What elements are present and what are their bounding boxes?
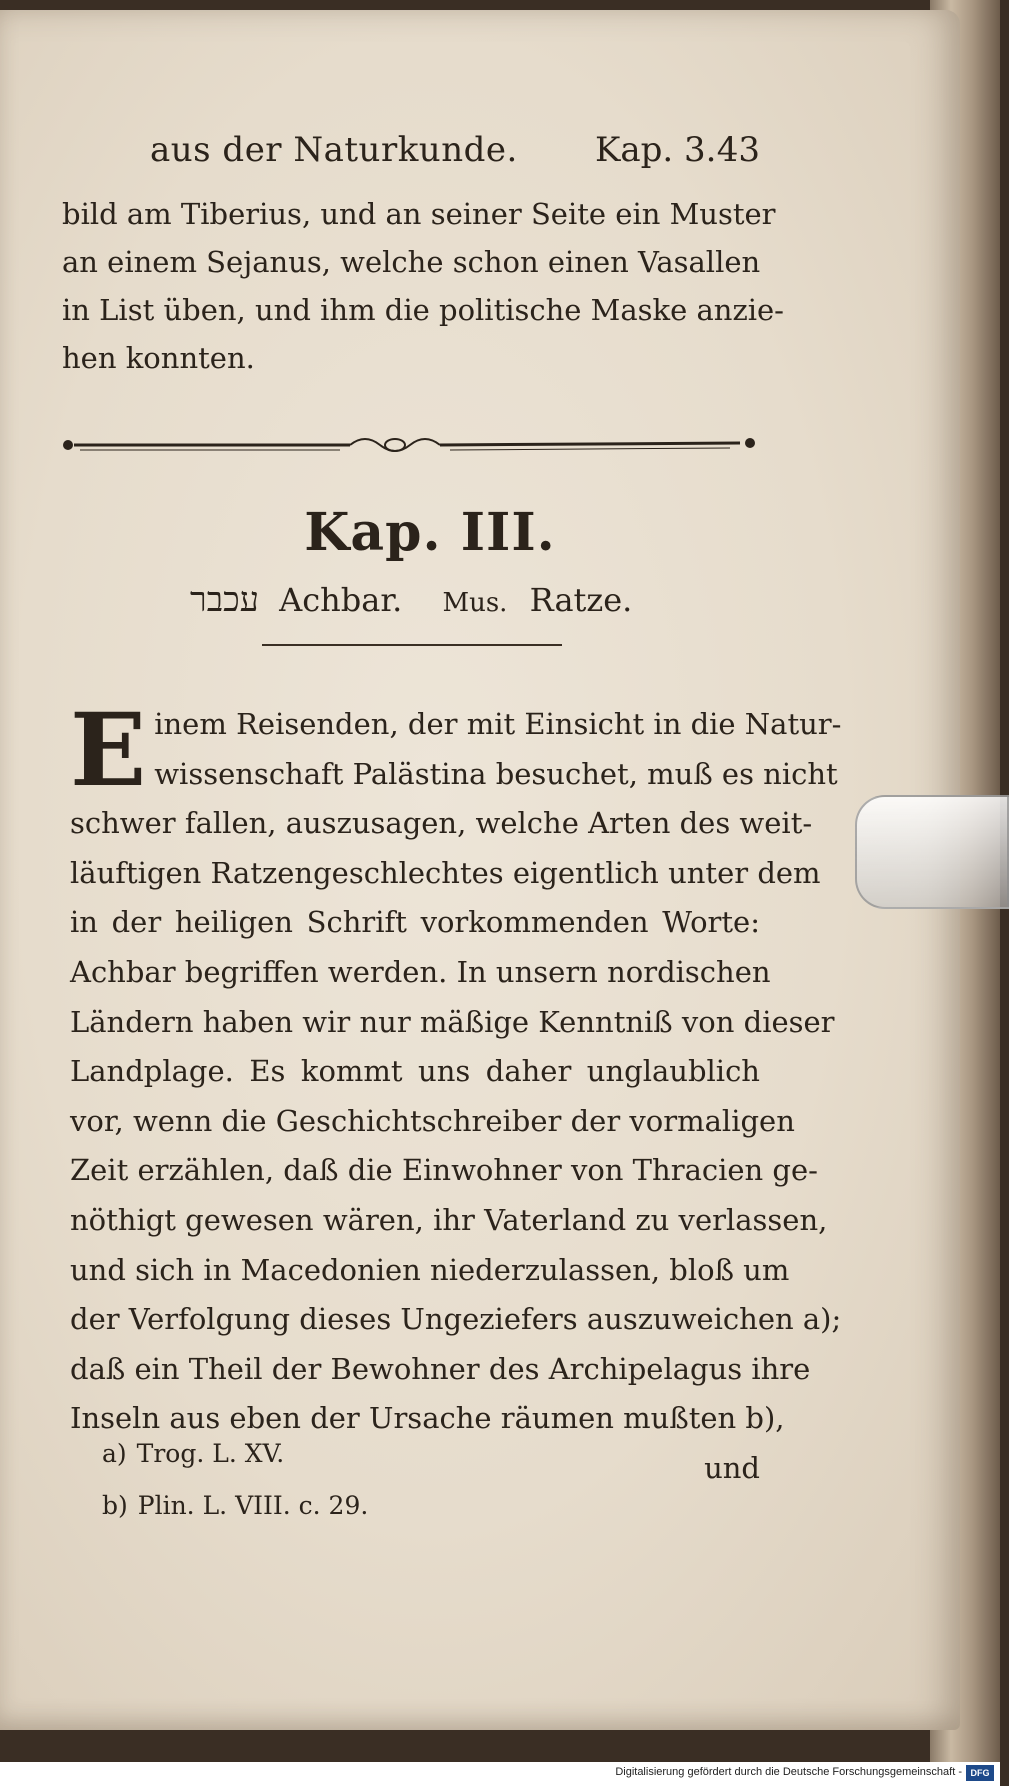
footnote bbox=[102, 1480, 602, 1532]
text-line: Ländern haben wir nur mäßige Kenntniß von dieser bbox=[70, 1004, 835, 1039]
text-line: Achbar begriffen werden. In unsern nordischen bbox=[70, 954, 771, 989]
running-header bbox=[70, 130, 760, 174]
short-rule bbox=[262, 644, 562, 646]
text-line: Inseln aus eben der Ursache räumen mußten b), bbox=[70, 1401, 785, 1436]
running-title: aus der Naturkunde. bbox=[150, 130, 518, 170]
text-line: und sich in Macedonien niederzulassen, bloß um bbox=[70, 1252, 790, 1287]
dfg-logo: DFG bbox=[966, 1765, 994, 1781]
text-line: daß ein Theil der Bewohner des Archipelagus ihre bbox=[70, 1351, 811, 1386]
footnote-mark: a) bbox=[102, 1439, 127, 1468]
footer-bar bbox=[0, 1762, 1000, 1786]
chapter-name: Achbar. bbox=[279, 581, 403, 619]
drop-cap: E bbox=[70, 691, 147, 809]
chapter-subtitle bbox=[190, 580, 690, 620]
text-line: Landplage. Es kommt uns daher unglaublich bbox=[70, 1054, 760, 1089]
footnote-text: Trog. L. XV. bbox=[136, 1439, 285, 1468]
page-number: 43 bbox=[716, 130, 760, 170]
german-name: Ratze. bbox=[529, 581, 633, 619]
chapter-body bbox=[70, 691, 842, 1494]
text-line: vor, wenn die Geschichtschreiber der vormaligen bbox=[70, 1103, 795, 1138]
catchword: und bbox=[704, 1450, 760, 1485]
text-line: bild am Tiberius, und an seiner Seite ein Muster bbox=[62, 197, 776, 231]
header-chapter-ref: Kap. 3. bbox=[595, 130, 717, 170]
text-line: an einem Sejanus, welche schon einen Vasallen bbox=[62, 245, 761, 279]
text-line: Zeit erzählen, daß die Einwohner von Thracien ge- bbox=[70, 1153, 818, 1188]
text-line: der Verfolgung dieses Ungeziefers auszuweichen a); bbox=[70, 1302, 842, 1337]
book-page bbox=[0, 10, 960, 1730]
text-line: in List üben, und ihm die politische Maske anzie- bbox=[62, 293, 784, 327]
chapter-title: Kap. III. bbox=[304, 502, 556, 563]
hebrew-word: עכבר bbox=[190, 580, 259, 620]
latin-name: Mus. bbox=[442, 588, 508, 618]
footnote-text: Plin. L. VIII. c. 29. bbox=[137, 1491, 369, 1520]
footnotes bbox=[102, 1428, 602, 1532]
page-clip bbox=[855, 795, 1009, 909]
text-line: wissenschaft Palästina besuchet, muß es nicht bbox=[154, 756, 838, 791]
text-line: läuftigen Ratzengeschlechtes eigentlich unter dem bbox=[70, 855, 821, 890]
ornamental-divider bbox=[60, 430, 760, 460]
text-line: nöthigt gewesen wären, ihr Vaterland zu verlassen, bbox=[70, 1202, 828, 1237]
text-line: in der heiligen Schrift vorkommenden Worte: bbox=[70, 905, 760, 940]
text-line: hen konnten. bbox=[62, 341, 255, 375]
text-line: inem Reisenden, der mit Einsicht in die Natur- bbox=[154, 707, 842, 741]
funding-credit: Digitalisierung gefördert durch die Deutsche Forschungsgemeinschaft - bbox=[615, 1766, 962, 1778]
continued-paragraph bbox=[62, 190, 784, 382]
text-line: schwer fallen, auszusagen, welche Arten des weit- bbox=[70, 806, 813, 841]
footnote bbox=[102, 1428, 602, 1480]
footnote-mark: b) bbox=[102, 1491, 128, 1520]
